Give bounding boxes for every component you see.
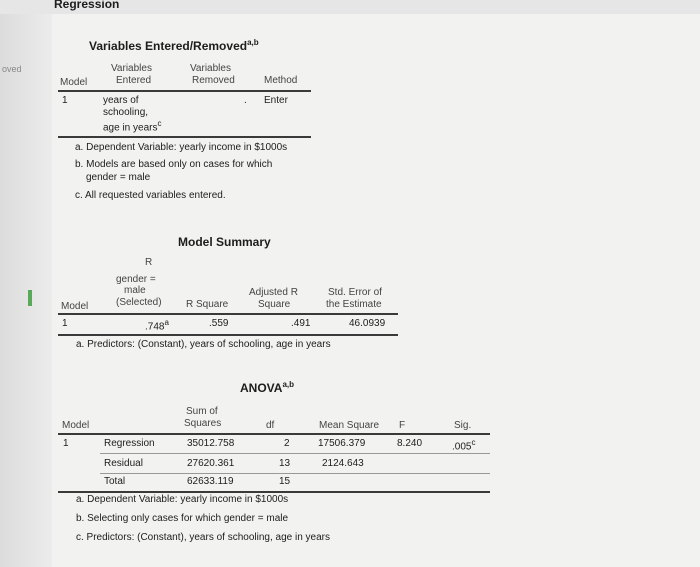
col-se-2: the Estimate [326,299,382,310]
outline-fragment[interactable]: oved [2,64,22,74]
anova-row-df: 2 [284,438,290,449]
model-summary-title: Model Summary [178,235,271,249]
anova-title: ANOVA$^{a,b}$ [240,380,295,395]
col-df: df [266,420,275,431]
anova-row-sig: .005$^c$ [452,438,476,453]
row-entered-3: age in years$^c$ [103,119,162,134]
col-sig: Sig. [454,420,472,431]
col-entered-2: Entered [116,75,152,86]
rule [58,90,311,92]
note-a: a. Dependent Variable: yearly income in $1000s [75,142,288,153]
rule [58,334,398,336]
col-model: Model [62,420,90,431]
rule [100,453,490,454]
row-entered-1: years of [103,95,139,106]
anova-row-label: Residual [104,458,143,469]
rule [58,491,490,493]
left-panel-edge [0,0,52,567]
note-b-cont: gender = male [86,172,151,183]
summary-std-error: 46.0939 [349,318,386,329]
row-entered-2: schooling, [103,107,149,118]
anova-note-c: c. Predictors: (Constant), years of schooling, age in years [76,532,331,543]
note-c: c. All requested variables entered. [75,190,226,201]
row-model: 1 [62,95,68,106]
variables-entered-title: Variables Entered/Removed$^{a,b}$ [89,38,259,53]
rule [58,313,398,315]
anova-note-b: b. Selecting only cases for which gender = male [76,513,289,524]
col-model: Model [60,77,88,88]
anova-row-label: Total [104,476,126,487]
col-se-1: Std. Error of [328,287,382,298]
rule [58,433,490,435]
anova-row-f: 8.240 [397,438,423,449]
row-removed: . [244,95,247,106]
col-rsquare: R Square [186,299,229,310]
anova-row-df: 13 [279,458,291,469]
col-adjusted-2: Square [258,299,291,310]
col-model: Model [61,301,89,312]
summary-rsquare: .559 [209,318,229,329]
col-mean-square: Mean Square [319,420,380,431]
col-ss-1: Sum of [186,406,218,417]
row-method: Enter [264,95,288,106]
col-r-4: (Selected) [116,297,162,308]
summary-r: .748$^a$ [145,318,169,333]
col-f: F [399,420,406,431]
summary-model: 1 [62,318,68,329]
anova-row-label: Regression [104,438,155,449]
col-ss-2: Squares [184,418,222,429]
rule [58,136,311,138]
anova-row-ss: 62633.119 [187,476,234,487]
col-removed-1: Variables [190,63,231,74]
outline-marker [28,290,32,306]
col-r-2: gender = [116,274,156,285]
anova-row-ms: 2124.643 [322,458,364,469]
summary-note: a. Predictors: (Constant), years of schooling, age in years [76,339,331,350]
note-b: b. Models are based only on cases for which [75,159,273,170]
rule [100,473,490,474]
col-r-3: male [124,285,146,296]
col-entered-1: Variables [111,63,152,74]
anova-row-ss: 27620.361 [187,458,235,469]
col-method: Method [264,75,298,86]
anova-row-ss: 35012.758 [187,438,235,449]
anova-note-a: a. Dependent Variable: yearly income in $1000s [76,494,289,505]
col-r: R [145,257,153,268]
anova-model-num: 1 [63,438,69,449]
anova-row-df: 15 [279,476,291,487]
col-removed-2: Removed [192,75,235,86]
output-title: Regression [54,0,120,11]
anova-row-ms: 17506.379 [318,438,366,449]
col-adjusted-1: Adjusted R [249,287,298,298]
summary-adjusted: .491 [291,318,311,329]
